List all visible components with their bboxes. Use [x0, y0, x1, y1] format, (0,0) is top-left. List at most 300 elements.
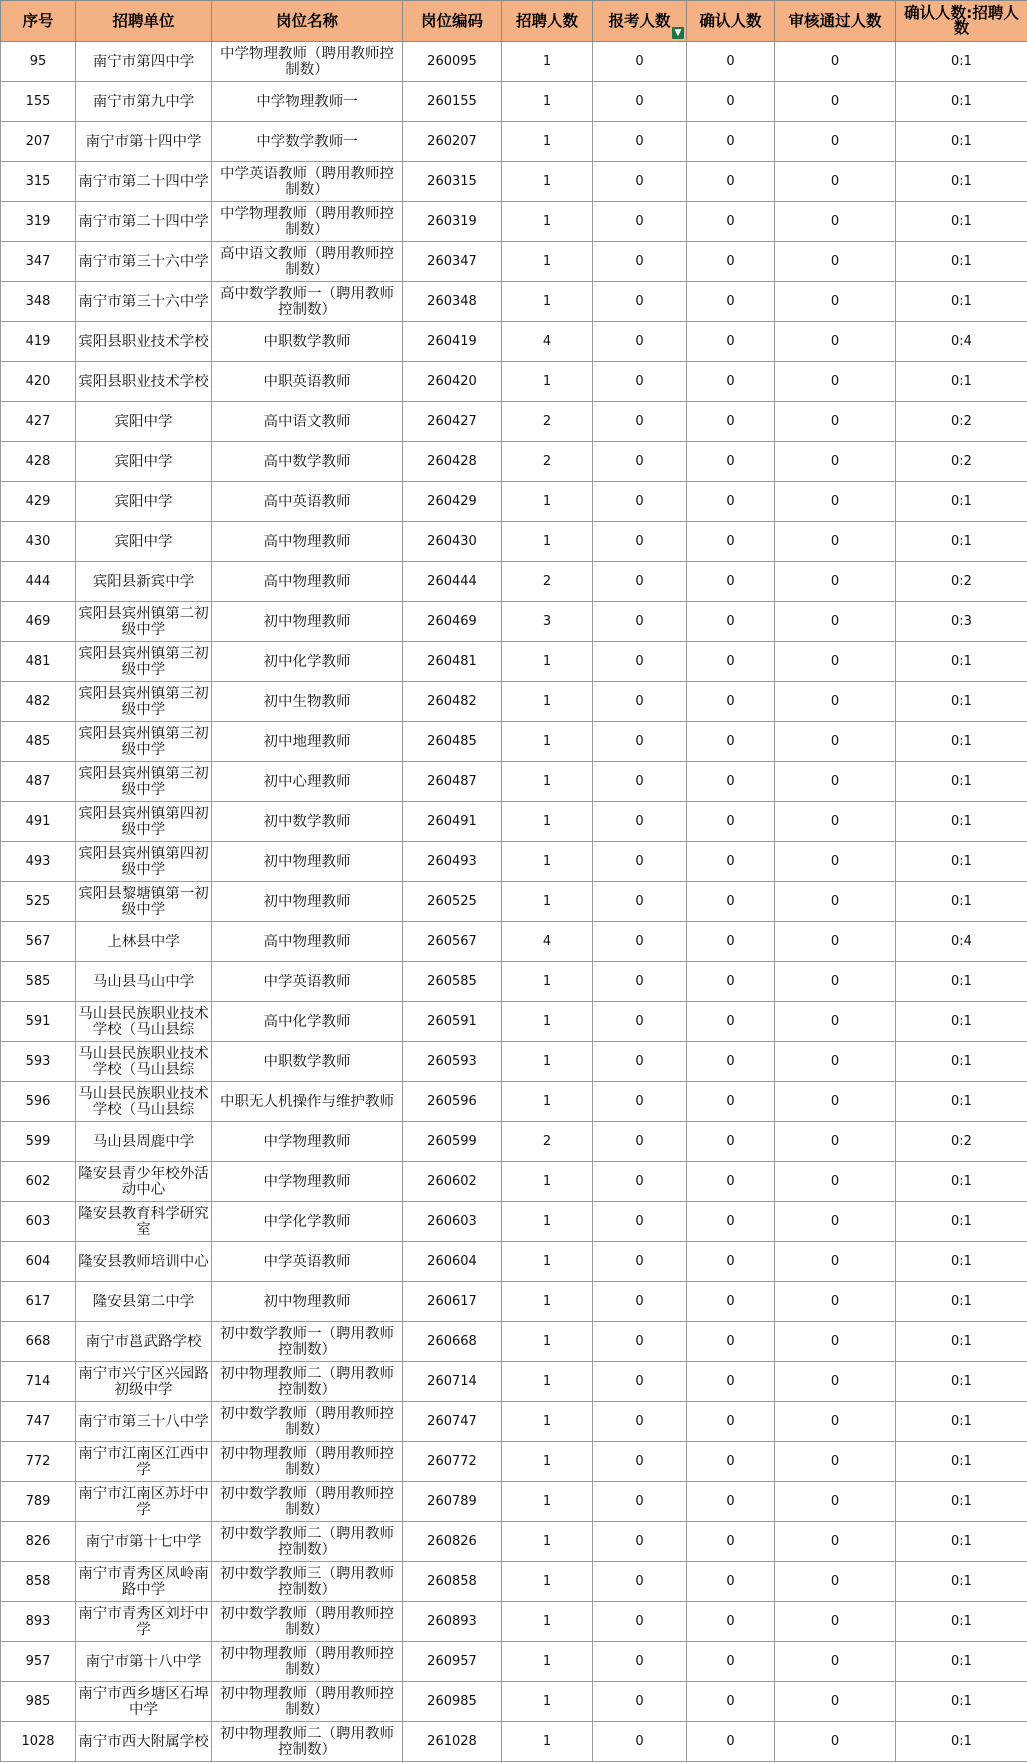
ratio-cell: 0:1: [896, 1082, 1027, 1122]
unit-cell: [76, 1042, 212, 1082]
confirm-count-cell: 0: [687, 1442, 775, 1482]
approved-count-cell: 0: [775, 1522, 896, 1562]
position-cell-text: 初中数学教师三（聘用教师控制数）: [220, 1565, 394, 1598]
confirm-count-cell: 0: [687, 402, 775, 442]
ratio-cell: 0:4: [896, 322, 1027, 362]
seq-cell: 985: [1, 1682, 76, 1722]
confirm-count-cell: 0: [687, 682, 775, 722]
unit-cell: [76, 642, 212, 682]
unit-cell-text: 宾阳县宾州镇第三初级中学: [78, 645, 209, 678]
position-cell: [212, 1002, 403, 1042]
confirm-count-cell: 0: [687, 162, 775, 202]
ratio-cell: 0:1: [896, 1642, 1027, 1682]
unit-cell-text: 南宁市西乡塘区石埠中学: [78, 1685, 209, 1718]
unit-cell-text: 宾阳中学: [114, 533, 173, 550]
approved-count-cell: 0: [775, 42, 896, 82]
position-cell: [212, 1242, 403, 1282]
position-cell: [212, 882, 403, 922]
confirm-count-cell: 0: [687, 1162, 775, 1202]
apply-count-cell: 0: [593, 962, 687, 1002]
apply-count-cell: 0: [593, 1682, 687, 1722]
seq-cell: 420: [1, 362, 76, 402]
table-body: [1, 42, 1027, 1762]
seq-cell: 599: [1, 1122, 76, 1162]
hire-count-cell: 1: [502, 1562, 593, 1602]
unit-cell-text: 南宁市西大附属学校: [78, 1733, 209, 1750]
table-row: [1, 1442, 1027, 1482]
code-cell: 260428: [403, 442, 502, 482]
hire-count-cell: 1: [502, 1402, 593, 1442]
hire-count-cell: 1: [502, 242, 593, 282]
table-row: [1, 1242, 1027, 1282]
unit-cell: [76, 202, 212, 242]
position-cell: [212, 82, 403, 122]
position-cell-text: 中学数学教师一: [256, 133, 358, 150]
approved-count-cell: 0: [775, 322, 896, 362]
unit-cell-text: 马山县民族职业技术学校（马山县综: [78, 1045, 209, 1078]
apply-count-cell: 0: [593, 802, 687, 842]
unit-cell-text: 隆安县教育科学研究室: [78, 1205, 209, 1238]
position-cell: [212, 282, 403, 322]
position-cell-text: 高中物理教师: [263, 533, 351, 550]
header-ratio: 确认人数:招聘人数: [896, 1, 1027, 42]
position-cell-text: 高中化学教师: [263, 1013, 351, 1030]
unit-cell-text: 南宁市第十八中学: [85, 1653, 202, 1670]
unit-cell-text: 马山县马山中学: [92, 973, 195, 990]
unit-cell-text: 宾阳县宾州镇第二初级中学: [78, 605, 209, 638]
apply-count-cell: 0: [593, 1322, 687, 1362]
unit-cell: [76, 1282, 212, 1322]
unit-cell: [76, 1642, 212, 1682]
code-cell: 260602: [403, 1162, 502, 1202]
apply-count-cell: 0: [593, 1122, 687, 1162]
position-cell: [212, 602, 403, 642]
position-cell: [212, 682, 403, 722]
position-cell: [212, 1522, 403, 1562]
seq-cell: 487: [1, 762, 76, 802]
ratio-cell: 0:1: [896, 242, 1027, 282]
confirm-count-cell: 0: [687, 1122, 775, 1162]
position-cell-text: 初中心理教师: [263, 773, 351, 790]
position-cell: [212, 122, 403, 162]
hire-count-cell: 1: [502, 962, 593, 1002]
unit-cell: [76, 682, 212, 722]
table-row: [1, 522, 1027, 562]
seq-cell: 596: [1, 1082, 76, 1122]
table-row: [1, 1642, 1027, 1682]
seq-cell: 430: [1, 522, 76, 562]
hire-count-cell: 1: [502, 162, 593, 202]
table-row: [1, 202, 1027, 242]
approved-count-cell: 0: [775, 442, 896, 482]
confirm-count-cell: 0: [687, 602, 775, 642]
excel-filter-icon[interactable]: ▼: [672, 27, 684, 39]
unit-cell-text: 南宁市第三十八中学: [78, 1413, 209, 1430]
table-row: [1, 642, 1027, 682]
ratio-cell: 0:1: [896, 82, 1027, 122]
unit-cell-text: 宾阳县宾州镇第三初级中学: [78, 765, 209, 798]
code-cell: 260485: [403, 722, 502, 762]
ratio-cell: 0:1: [896, 162, 1027, 202]
confirm-count-cell: 0: [687, 442, 775, 482]
hire-count-cell: 1: [502, 842, 593, 882]
apply-count-cell: 0: [593, 522, 687, 562]
confirm-count-cell: 0: [687, 1602, 775, 1642]
hire-count-cell: 1: [502, 1682, 593, 1722]
ratio-cell: 0:1: [896, 122, 1027, 162]
hire-count-cell: 1: [502, 682, 593, 722]
table-row: [1, 162, 1027, 202]
position-cell: [212, 42, 403, 82]
position-cell: [212, 642, 403, 682]
header-seq: 序号: [1, 1, 76, 42]
code-cell: 260429: [403, 482, 502, 522]
apply-count-cell: 0: [593, 362, 687, 402]
approved-count-cell: 0: [775, 1322, 896, 1362]
unit-cell: [76, 282, 212, 322]
code-cell: 260155: [403, 82, 502, 122]
unit-cell: [76, 482, 212, 522]
seq-cell: 604: [1, 1242, 76, 1282]
code-cell: 260493: [403, 842, 502, 882]
table-row: [1, 682, 1027, 722]
ratio-cell: 0:1: [896, 882, 1027, 922]
code-cell: 260095: [403, 42, 502, 82]
table-row: [1, 762, 1027, 802]
approved-count-cell: 0: [775, 202, 896, 242]
approved-count-cell: 0: [775, 1482, 896, 1522]
confirm-count-cell: 0: [687, 642, 775, 682]
position-cell: [212, 1202, 403, 1242]
seq-cell: 493: [1, 842, 76, 882]
table-row: [1, 1282, 1027, 1322]
seq-cell: 567: [1, 922, 76, 962]
code-cell: 260469: [403, 602, 502, 642]
position-cell: [212, 1282, 403, 1322]
seq-cell: 525: [1, 882, 76, 922]
seq-cell: 481: [1, 642, 76, 682]
code-cell: 260826: [403, 1522, 502, 1562]
unit-cell-text: 南宁市第三十六中学: [78, 293, 209, 310]
unit-cell-text: 宾阳县宾州镇第四初级中学: [78, 805, 209, 838]
header-position: 岗位名称: [212, 1, 403, 42]
unit-cell: [76, 162, 212, 202]
confirm-count-cell: 0: [687, 522, 775, 562]
apply-count-cell: 0: [593, 202, 687, 242]
unit-cell: [76, 122, 212, 162]
confirm-count-cell: 0: [687, 82, 775, 122]
seq-cell: 617: [1, 1282, 76, 1322]
unit-cell-text: 宾阳县宾州镇第四初级中学: [78, 845, 209, 878]
position-cell: [212, 1562, 403, 1602]
approved-count-cell: 0: [775, 1362, 896, 1402]
unit-cell-text: 南宁市青秀区凤岭南路中学: [78, 1565, 209, 1598]
seq-cell: 603: [1, 1202, 76, 1242]
unit-cell-text: 南宁市第四中学: [92, 53, 195, 70]
hire-count-cell: 1: [502, 1602, 593, 1642]
code-cell: 260419: [403, 322, 502, 362]
seq-cell: 893: [1, 1602, 76, 1642]
position-cell-text: 初中物理教师（聘用教师控制数）: [220, 1445, 394, 1478]
hire-count-cell: 1: [502, 1162, 593, 1202]
table-row: [1, 1362, 1027, 1402]
unit-cell: [76, 842, 212, 882]
confirm-count-cell: 0: [687, 802, 775, 842]
ratio-cell: 0:1: [896, 202, 1027, 242]
ratio-cell: 0:1: [896, 1442, 1027, 1482]
code-cell: 260893: [403, 1602, 502, 1642]
ratio-cell: 0:1: [896, 1242, 1027, 1282]
position-cell-text: 中学化学教师: [263, 1213, 351, 1230]
apply-count-cell: 0: [593, 762, 687, 802]
ratio-cell: 0:2: [896, 1122, 1027, 1162]
seq-cell: 591: [1, 1002, 76, 1042]
hire-count-cell: 2: [502, 402, 593, 442]
unit-cell: [76, 362, 212, 402]
confirm-count-cell: 0: [687, 202, 775, 242]
table-row: [1, 362, 1027, 402]
unit-cell-text: 南宁市江南区苏圩中学: [78, 1485, 209, 1518]
position-cell-text: 初中数学教师（聘用教师控制数）: [220, 1405, 394, 1438]
unit-cell-text: 南宁市第二十四中学: [78, 213, 209, 230]
position-cell: [212, 322, 403, 362]
apply-count-cell: 0: [593, 922, 687, 962]
approved-count-cell: 0: [775, 122, 896, 162]
seq-cell: 826: [1, 1522, 76, 1562]
hire-count-cell: 1: [502, 1362, 593, 1402]
position-cell-text: 初中数学教师（聘用教师控制数）: [220, 1485, 394, 1518]
approved-count-cell: 0: [775, 1202, 896, 1242]
code-cell: 260985: [403, 1682, 502, 1722]
confirm-count-cell: 0: [687, 922, 775, 962]
code-cell: 260207: [403, 122, 502, 162]
unit-cell: [76, 802, 212, 842]
ratio-cell: 0:1: [896, 842, 1027, 882]
position-cell-text: 初中数学教师二（聘用教师控制数）: [220, 1525, 394, 1558]
ratio-cell: 0:1: [896, 1282, 1027, 1322]
hire-count-cell: 1: [502, 1082, 593, 1122]
seq-cell: 427: [1, 402, 76, 442]
code-cell: 260427: [403, 402, 502, 442]
unit-cell-text: 隆安县教师培训中心: [78, 1253, 209, 1270]
hire-count-cell: 1: [502, 642, 593, 682]
ratio-cell: 0:1: [896, 1722, 1027, 1762]
unit-cell: [76, 762, 212, 802]
approved-count-cell: 0: [775, 402, 896, 442]
hire-count-cell: 3: [502, 602, 593, 642]
apply-count-cell: 0: [593, 1442, 687, 1482]
table-row: [1, 1202, 1027, 1242]
apply-count-cell: 0: [593, 1562, 687, 1602]
position-cell: [212, 1442, 403, 1482]
position-cell-text: 初中生物教师: [263, 693, 351, 710]
unit-cell-text: 宾阳中学: [114, 493, 173, 510]
unit-cell: [76, 322, 212, 362]
position-cell-text: 中职无人机操作与维护教师: [220, 1093, 394, 1110]
unit-cell: [76, 962, 212, 1002]
ratio-cell: 0:1: [896, 1522, 1027, 1562]
unit-cell: [76, 722, 212, 762]
position-cell: [212, 482, 403, 522]
position-cell: [212, 1402, 403, 1442]
unit-cell: [76, 1162, 212, 1202]
confirm-count-cell: 0: [687, 482, 775, 522]
code-cell: 260487: [403, 762, 502, 802]
confirm-count-cell: 0: [687, 1202, 775, 1242]
position-cell-text: 高中数学教师: [263, 453, 351, 470]
code-cell: 260593: [403, 1042, 502, 1082]
code-cell: 260347: [403, 242, 502, 282]
seq-cell: 444: [1, 562, 76, 602]
table-row: [1, 1482, 1027, 1522]
code-cell: 260319: [403, 202, 502, 242]
confirm-count-cell: 0: [687, 1042, 775, 1082]
table-row: [1, 962, 1027, 1002]
unit-cell-text: 宾阳县新宾中学: [92, 573, 195, 590]
unit-cell-text: 南宁市第二十四中学: [78, 173, 209, 190]
ratio-cell: 0:2: [896, 562, 1027, 602]
position-cell-text: 初中物理教师二（聘用教师控制数）: [220, 1725, 394, 1758]
apply-count-cell: 0: [593, 122, 687, 162]
ratio-cell: 0:2: [896, 442, 1027, 482]
apply-count-cell: 0: [593, 642, 687, 682]
apply-count-cell: 0: [593, 282, 687, 322]
apply-count-cell: 0: [593, 1082, 687, 1122]
table-row: [1, 562, 1027, 602]
position-cell: [212, 1602, 403, 1642]
unit-cell: [76, 442, 212, 482]
ratio-cell: 0:1: [896, 1002, 1027, 1042]
position-cell-text: 初中物理教师: [263, 1293, 351, 1310]
ratio-cell: 0:1: [896, 42, 1027, 82]
ratio-cell: 0:1: [896, 642, 1027, 682]
hire-count-cell: 1: [502, 1282, 593, 1322]
code-cell: 260858: [403, 1562, 502, 1602]
position-cell-text: 中职英语教师: [263, 373, 351, 390]
table-row: [1, 1602, 1027, 1642]
position-cell-text: 初中数学教师一（聘用教师控制数）: [220, 1325, 394, 1358]
ratio-cell: 0:3: [896, 602, 1027, 642]
position-cell: [212, 1122, 403, 1162]
ratio-cell: 0:1: [896, 1402, 1027, 1442]
approved-count-cell: 0: [775, 722, 896, 762]
unit-cell-text: 南宁市第十七中学: [85, 1533, 202, 1550]
confirm-count-cell: 0: [687, 42, 775, 82]
table-row: [1, 802, 1027, 842]
table-row: [1, 1162, 1027, 1202]
code-cell: 260596: [403, 1082, 502, 1122]
approved-count-cell: 0: [775, 802, 896, 842]
position-cell: [212, 722, 403, 762]
approved-count-cell: 0: [775, 1442, 896, 1482]
header-apply-count-label: 报考人数: [608, 11, 671, 30]
approved-count-cell: 0: [775, 682, 896, 722]
code-cell: 260430: [403, 522, 502, 562]
ratio-cell: 0:1: [896, 1322, 1027, 1362]
position-cell-text: 初中数学教师（聘用教师控制数）: [220, 1605, 394, 1638]
position-cell: [212, 362, 403, 402]
code-cell: 260668: [403, 1322, 502, 1362]
code-cell: 260599: [403, 1122, 502, 1162]
approved-count-cell: 0: [775, 1642, 896, 1682]
seq-cell: 319: [1, 202, 76, 242]
table-row: [1, 1522, 1027, 1562]
apply-count-cell: 0: [593, 842, 687, 882]
hire-count-cell: 1: [502, 1042, 593, 1082]
unit-cell: [76, 1202, 212, 1242]
seq-cell: 585: [1, 962, 76, 1002]
ratio-cell: 0:1: [896, 682, 1027, 722]
hire-count-cell: 4: [502, 322, 593, 362]
position-cell: [212, 1682, 403, 1722]
seq-cell: 207: [1, 122, 76, 162]
position-cell-text: 高中物理教师: [263, 933, 351, 950]
apply-count-cell: 0: [593, 1202, 687, 1242]
table-row: [1, 322, 1027, 362]
ratio-cell: 0:1: [896, 522, 1027, 562]
confirm-count-cell: 0: [687, 962, 775, 1002]
confirm-count-cell: 0: [687, 1722, 775, 1762]
table-row: [1, 882, 1027, 922]
approved-count-cell: 0: [775, 602, 896, 642]
seq-cell: 714: [1, 1362, 76, 1402]
position-cell-text: 初中数学教师: [263, 813, 351, 830]
table-row: [1, 922, 1027, 962]
ratio-cell: 0:1: [896, 362, 1027, 402]
ratio-cell: 0:1: [896, 1042, 1027, 1082]
code-cell: 260585: [403, 962, 502, 1002]
apply-count-cell: 0: [593, 602, 687, 642]
ratio-cell: 0:1: [896, 722, 1027, 762]
unit-cell-text: 南宁市第十四中学: [85, 133, 202, 150]
code-cell: 260617: [403, 1282, 502, 1322]
apply-count-cell: 0: [593, 242, 687, 282]
ratio-cell: 0:1: [896, 802, 1027, 842]
unit-cell-text: 马山县民族职业技术学校（马山县综: [78, 1005, 209, 1038]
approved-count-cell: 0: [775, 1162, 896, 1202]
approved-count-cell: 0: [775, 1682, 896, 1722]
unit-cell: [76, 1002, 212, 1042]
ratio-cell: 0:1: [896, 1162, 1027, 1202]
apply-count-cell: 0: [593, 82, 687, 122]
position-cell-text: 中学英语教师: [263, 973, 351, 990]
confirm-count-cell: 0: [687, 1362, 775, 1402]
seq-cell: 789: [1, 1482, 76, 1522]
confirm-count-cell: 0: [687, 1082, 775, 1122]
unit-cell: [76, 522, 212, 562]
ratio-cell: 0:1: [896, 962, 1027, 1002]
position-cell: [212, 1362, 403, 1402]
unit-cell: [76, 882, 212, 922]
approved-count-cell: 0: [775, 1722, 896, 1762]
seq-cell: 957: [1, 1642, 76, 1682]
ratio-cell: 0:1: [896, 482, 1027, 522]
confirm-count-cell: 0: [687, 322, 775, 362]
hire-count-cell: 1: [502, 1522, 593, 1562]
position-cell-text: 初中物理教师二（聘用教师控制数）: [220, 1365, 394, 1398]
approved-count-cell: 0: [775, 922, 896, 962]
position-cell: [212, 1162, 403, 1202]
position-cell: [212, 522, 403, 562]
position-cell: [212, 202, 403, 242]
unit-cell-text: 宾阳中学: [114, 453, 173, 470]
unit-cell-text: 南宁市第三十六中学: [78, 253, 209, 270]
table-row: [1, 242, 1027, 282]
confirm-count-cell: 0: [687, 122, 775, 162]
code-cell: 260603: [403, 1202, 502, 1242]
apply-count-cell: 0: [593, 1042, 687, 1082]
unit-cell-text: 宾阳县职业技术学校: [78, 373, 209, 390]
